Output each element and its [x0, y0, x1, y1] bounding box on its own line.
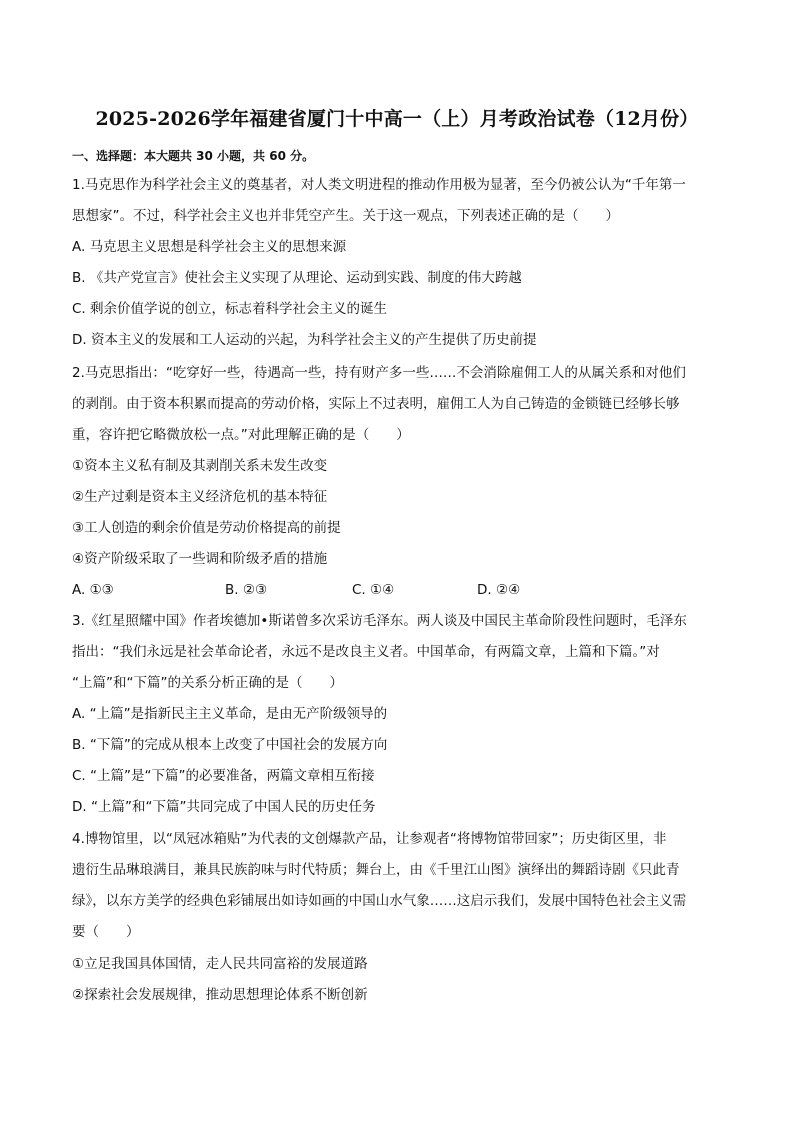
q2-choice-a: A. ①③ [72, 582, 114, 598]
q3-option-d: D. “上篇”和“下篇”共同完成了中国人民的历史任务 [72, 799, 376, 815]
q3-option-a: A. “上篇”是指新民主主义革命，是由无产阶级领导的 [72, 706, 388, 722]
q2-choice-c: C. ①④ [352, 582, 395, 598]
section-header: 一、选择题：本大题共 30 小题，共 60 分。 [72, 149, 315, 163]
q1-stem-line-1: 1.马克思作为科学社会主义的奠基者，对人类文明进程的推动作用极为显著，至今仍被公认为“千年第一 [72, 177, 686, 193]
q2-statement-4: ④资产阶级采取了一些调和阶级矛盾的措施 [72, 551, 328, 567]
q4-stem-line-4: 要（ ） [72, 924, 140, 940]
q1-option-b: B. 《共产党宣言》使社会主义实现了从理论、运动到实践、制度的伟大跨越 [72, 270, 522, 286]
q3-stem-line-1: 3.《红星照耀中国》作者埃德加•斯诺曾多次采访毛泽东。两人谈及中国民主革命阶段性问题时，毛泽东 [72, 613, 687, 629]
q1-option-d: D. 资本主义的发展和工人运动的兴起，为科学社会主义的产生提供了历史前提 [72, 332, 537, 348]
q1-option-c: C. 剩余价值学说的创立，标志着科学社会主义的诞生 [72, 301, 388, 317]
q4-statement-2: ②探索社会发展规律，推动思想理论体系不断创新 [72, 987, 368, 1003]
q2-statement-2: ②生产过剩是资本主义经济危机的基本特征 [72, 489, 328, 505]
q3-stem-line-3: “上篇”和“下篇”的关系分析正确的是（ ） [72, 675, 343, 691]
q1-stem-line-2: 思想家”。不过，科学社会主义也并非凭空产生。关于这一观点，下列表述正确的是（ ） [72, 208, 619, 224]
q1-option-a: A. 马克思主义思想是科学社会主义的思想来源 [72, 239, 347, 255]
q3-stem-line-2: 指出：“我们永远是社会革命论者，永远不是改良主义者。中国革命，有两篇文章，上篇和下篇。”对 [72, 644, 660, 660]
q2-stem-line-1: 2.马克思指出：“吃穿好一些，待遇高一些，持有财产多一些……不会消除雇佣工人的从属关系和对他们 [72, 365, 686, 381]
q2-stem-line-2: 的剥削。由于资本积累而提高的劳动价格，实际上不过表明，雇佣工人为自己铸造的金锁链已经够长够 [72, 396, 680, 412]
q2-statement-3: ③工人创造的剩余价值是劳动价格提高的前提 [72, 520, 341, 536]
q2-stem-line-3: 重，容许把它略微放松一点。”对此理解正确的是（ ） [72, 427, 410, 443]
q4-stem-line-1: 4.博物馆里，以“凤冠冰箱贴”为代表的文创爆款产品，让参观者“将博物馆带回家”；历史街区里，非 [72, 831, 667, 847]
page-title: 2025-2026学年福建省厦门十中高一（上）月考政治试卷（12月份） [95, 108, 699, 130]
q3-option-b: B. “下篇”的完成从根本上改变了中国社会的发展方向 [72, 737, 388, 753]
q2-choice-b: B. ②③ [225, 582, 268, 598]
q2-choice-d: D. ②④ [477, 582, 521, 598]
q2-statement-1: ①资本主义私有制及其剥削关系未发生改变 [72, 458, 328, 474]
q4-stem-line-3: 绿》，以东方美学的经典色彩铺展出如诗如画的中国山水气象……这启示我们，发展中国特色社会主义需 [72, 893, 687, 909]
q4-statement-1: ①立足我国具体国情，走人民共同富裕的发展道路 [72, 956, 368, 972]
q4-stem-line-2: 遗衍生品琳琅满目，兼具民族韵味与时代特质；舞台上，由《千里江山图》演绎出的舞蹈诗剧《只此青 [72, 862, 680, 878]
q3-option-c: C. “上篇”是“下篇”的必要准备，两篇文章相互衔接 [72, 768, 375, 784]
